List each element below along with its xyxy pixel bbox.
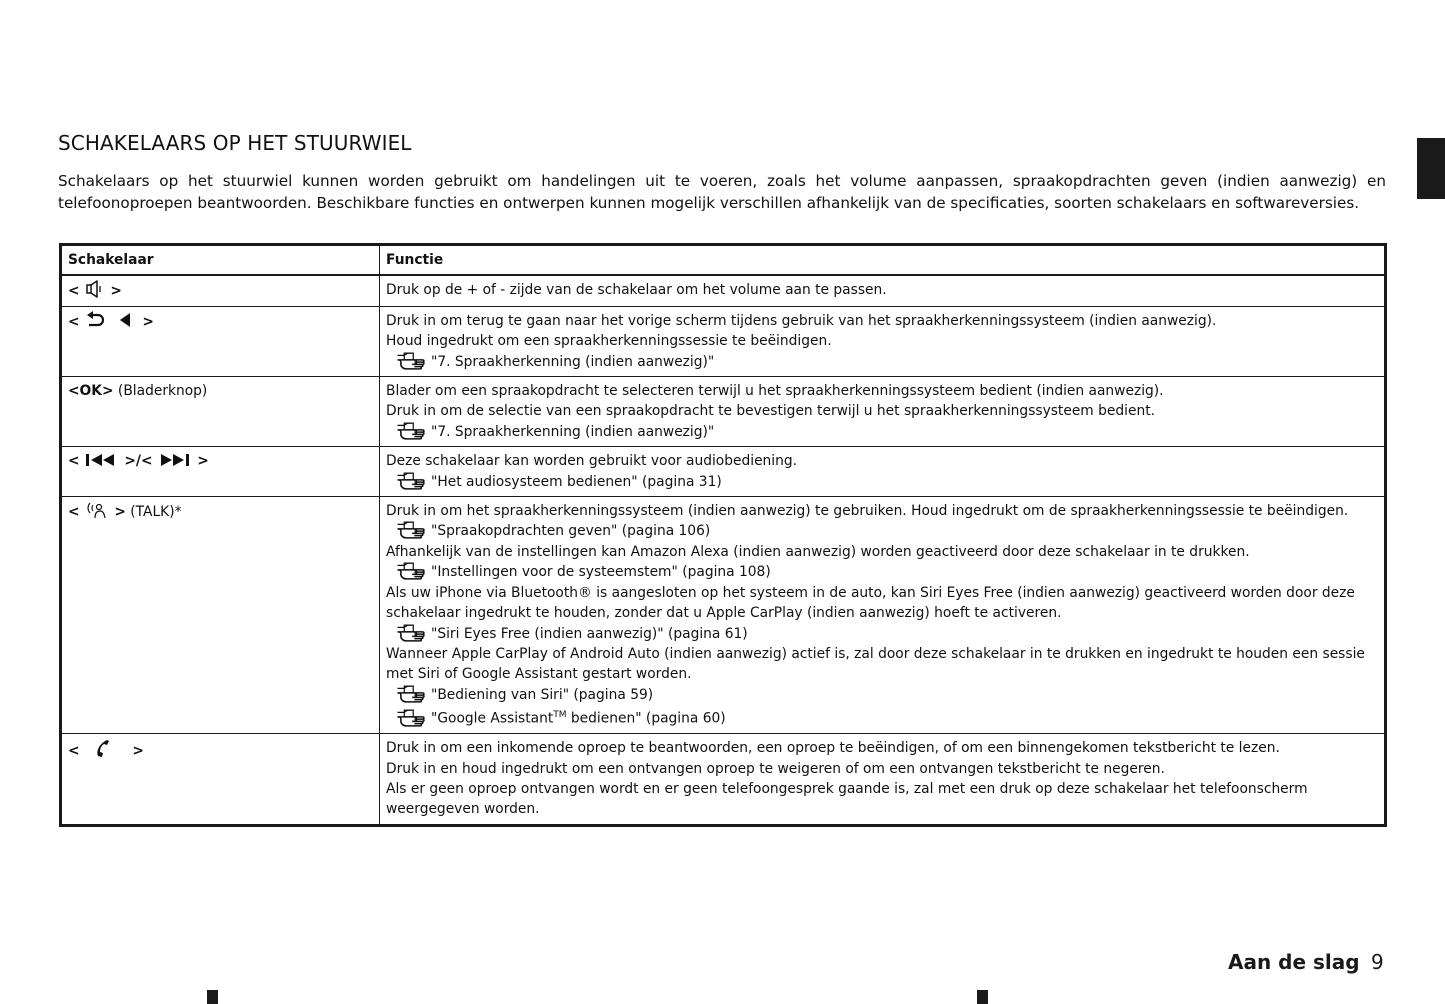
switch-cell: < > (61, 734, 380, 826)
pointing-hand-icon (395, 562, 427, 580)
pointing-hand-icon (395, 709, 427, 727)
header-function: Functie (380, 245, 1386, 276)
pointing-hand-icon (395, 472, 427, 490)
switch-cell: < > (TALK)* (61, 497, 380, 734)
table-row (61, 377, 1386, 447)
phone-icon (84, 738, 128, 758)
skip-forward-icon (157, 452, 193, 468)
switch-cell: < >/< > (61, 447, 380, 497)
crop-mark (977, 990, 988, 1004)
function-cell: Druk in om terug te gaan naar het vorige scherm tijdens gebruik van het spraakherkenningssysteem (indien aanwezig). Houd ingedrukt om een spraakherkenningssessie te beëindigen. "7. Spraakherkenning (indien aanwezig)" (380, 306, 1386, 376)
crop-mark (207, 990, 218, 1004)
talk-icon (84, 501, 110, 519)
switch-function-table (59, 243, 1387, 827)
pointing-hand-icon (395, 422, 427, 440)
function-cell: Blader om een spraakopdracht te selecteren terwijl u het spraakherkenningssysteem bedient (indien aanwezig). Druk in om de selectie van een spraakopdracht te bevestigen terwijl u het spraakherkenningssysteem bedient. "7. Spraakherkenning (indien aanwezig)" (380, 377, 1386, 447)
skip-back-icon (84, 452, 120, 468)
chapter-tab-marker (1417, 138, 1445, 199)
pointing-hand-icon (395, 624, 427, 642)
switch-cell: < > (61, 306, 380, 376)
table-row (61, 306, 1386, 376)
cross-reference[interactable]: "Siri Eyes Free (indien aanwezig)" (pagina 61) (386, 624, 1378, 644)
switch-cell: <OK> (Bladerknop) (61, 377, 380, 447)
intro-paragraph: Schakelaars op het stuurwiel kunnen worden gebruikt om handelingen uit te voeren, zoals het volume aanpassen, spraakopdrachten geven (indien aanwezig) en telefoonoproepen beantwoorden. Beschikbare functies en ontwerpen kunnen mogelijk verschillen afhankelijk van de specificaties, soorten schakelaars en softwareversies. (58, 172, 1386, 212)
table-row (61, 497, 1386, 734)
switch-cell: < > (61, 275, 380, 306)
cross-reference[interactable]: "Spraakopdrachten geven" (pagina 106) (386, 521, 1378, 541)
cross-reference[interactable]: "Google Assistant™ bedienen" (pagina 60) (386, 705, 1378, 729)
back-arrow-icon (84, 311, 138, 329)
pointing-hand-icon (395, 521, 427, 539)
table-header-row (61, 245, 1386, 276)
cross-reference[interactable]: "7. Spraakherkenning (indien aanwezig)" (386, 352, 1378, 372)
page-title: SCHAKELAARS OP HET STUURWIEL (58, 131, 412, 155)
chapter-title: Aan de slag (1228, 950, 1360, 974)
table-row (61, 275, 1386, 306)
table-row (61, 734, 1386, 826)
function-cell: Druk in om het spraakherkenningssysteem (indien aanwezig) te gebruiken. Houd ingedrukt om de spraakherkenningssessie te beëindigen. "Spraakopdrachten geven" (pagina 106) Afhankelijk van de instellingen kan Amazon Alexa (indien aanwezig) worden geactiveerd door deze schakelaar in te drukken. "Instellingen voor de systeemstem" (pagina 108) Als uw iPhone via Bluetooth® is aangesloten op het systeem in de auto, kan Siri Eyes Free (indien aanwezig) geactiveerd worden door deze schakelaar ingedrukt te houden, zonder dat u Apple CarPlay (indien aanwezig) hoeft te activeren. "Siri Eyes Free (indien aanwezig)" (pagina 61) Wanneer Apple CarPlay of Android Auto (indien aanwezig) actief is, zal door deze schakelaar in te drukken en ingedrukt te houden een sessie met Siri of Google Assistant gestart worden. "Bediening van Siri" (pagina 59) "Google Assistant™ bedienen" (pagina 60) (380, 497, 1386, 734)
table-row (61, 447, 1386, 497)
cross-reference[interactable]: "Bediening van Siri" (pagina 59) (386, 685, 1378, 705)
cross-reference[interactable]: "Instellingen voor de systeemstem" (pagina 108) (386, 562, 1378, 582)
header-switch: Schakelaar (61, 245, 380, 276)
function-cell: Druk op de + of - zijde van de schakelaar om het volume aan te passen. (380, 275, 1386, 306)
function-cell: Druk in om een inkomende oproep te beantwoorden, een oproep te beëindigen, of om een binnengekomen tekstbericht te lezen. Druk in en houd ingedrukt om een ontvangen oproep te weigeren of om een ontvangen tekstbericht te negeren. Als er geen oproep ontvangen wordt en er geen telefoongesprek gaande is, zal met een druk op deze schakelaar het telefoonscherm weergegeven worden. (380, 734, 1386, 826)
pointing-hand-icon (395, 685, 427, 703)
speaker-icon (84, 280, 106, 298)
cross-reference[interactable]: "Het audiosysteem bedienen" (pagina 31) (386, 472, 1378, 492)
page-number: 9 (1371, 950, 1384, 974)
pointing-hand-icon (395, 352, 427, 370)
cross-reference[interactable]: "7. Spraakherkenning (indien aanwezig)" (386, 422, 1378, 442)
function-cell: Deze schakelaar kan worden gebruikt voor audiobediening. "Het audiosysteem bedienen" (pagina 31) (380, 447, 1386, 497)
